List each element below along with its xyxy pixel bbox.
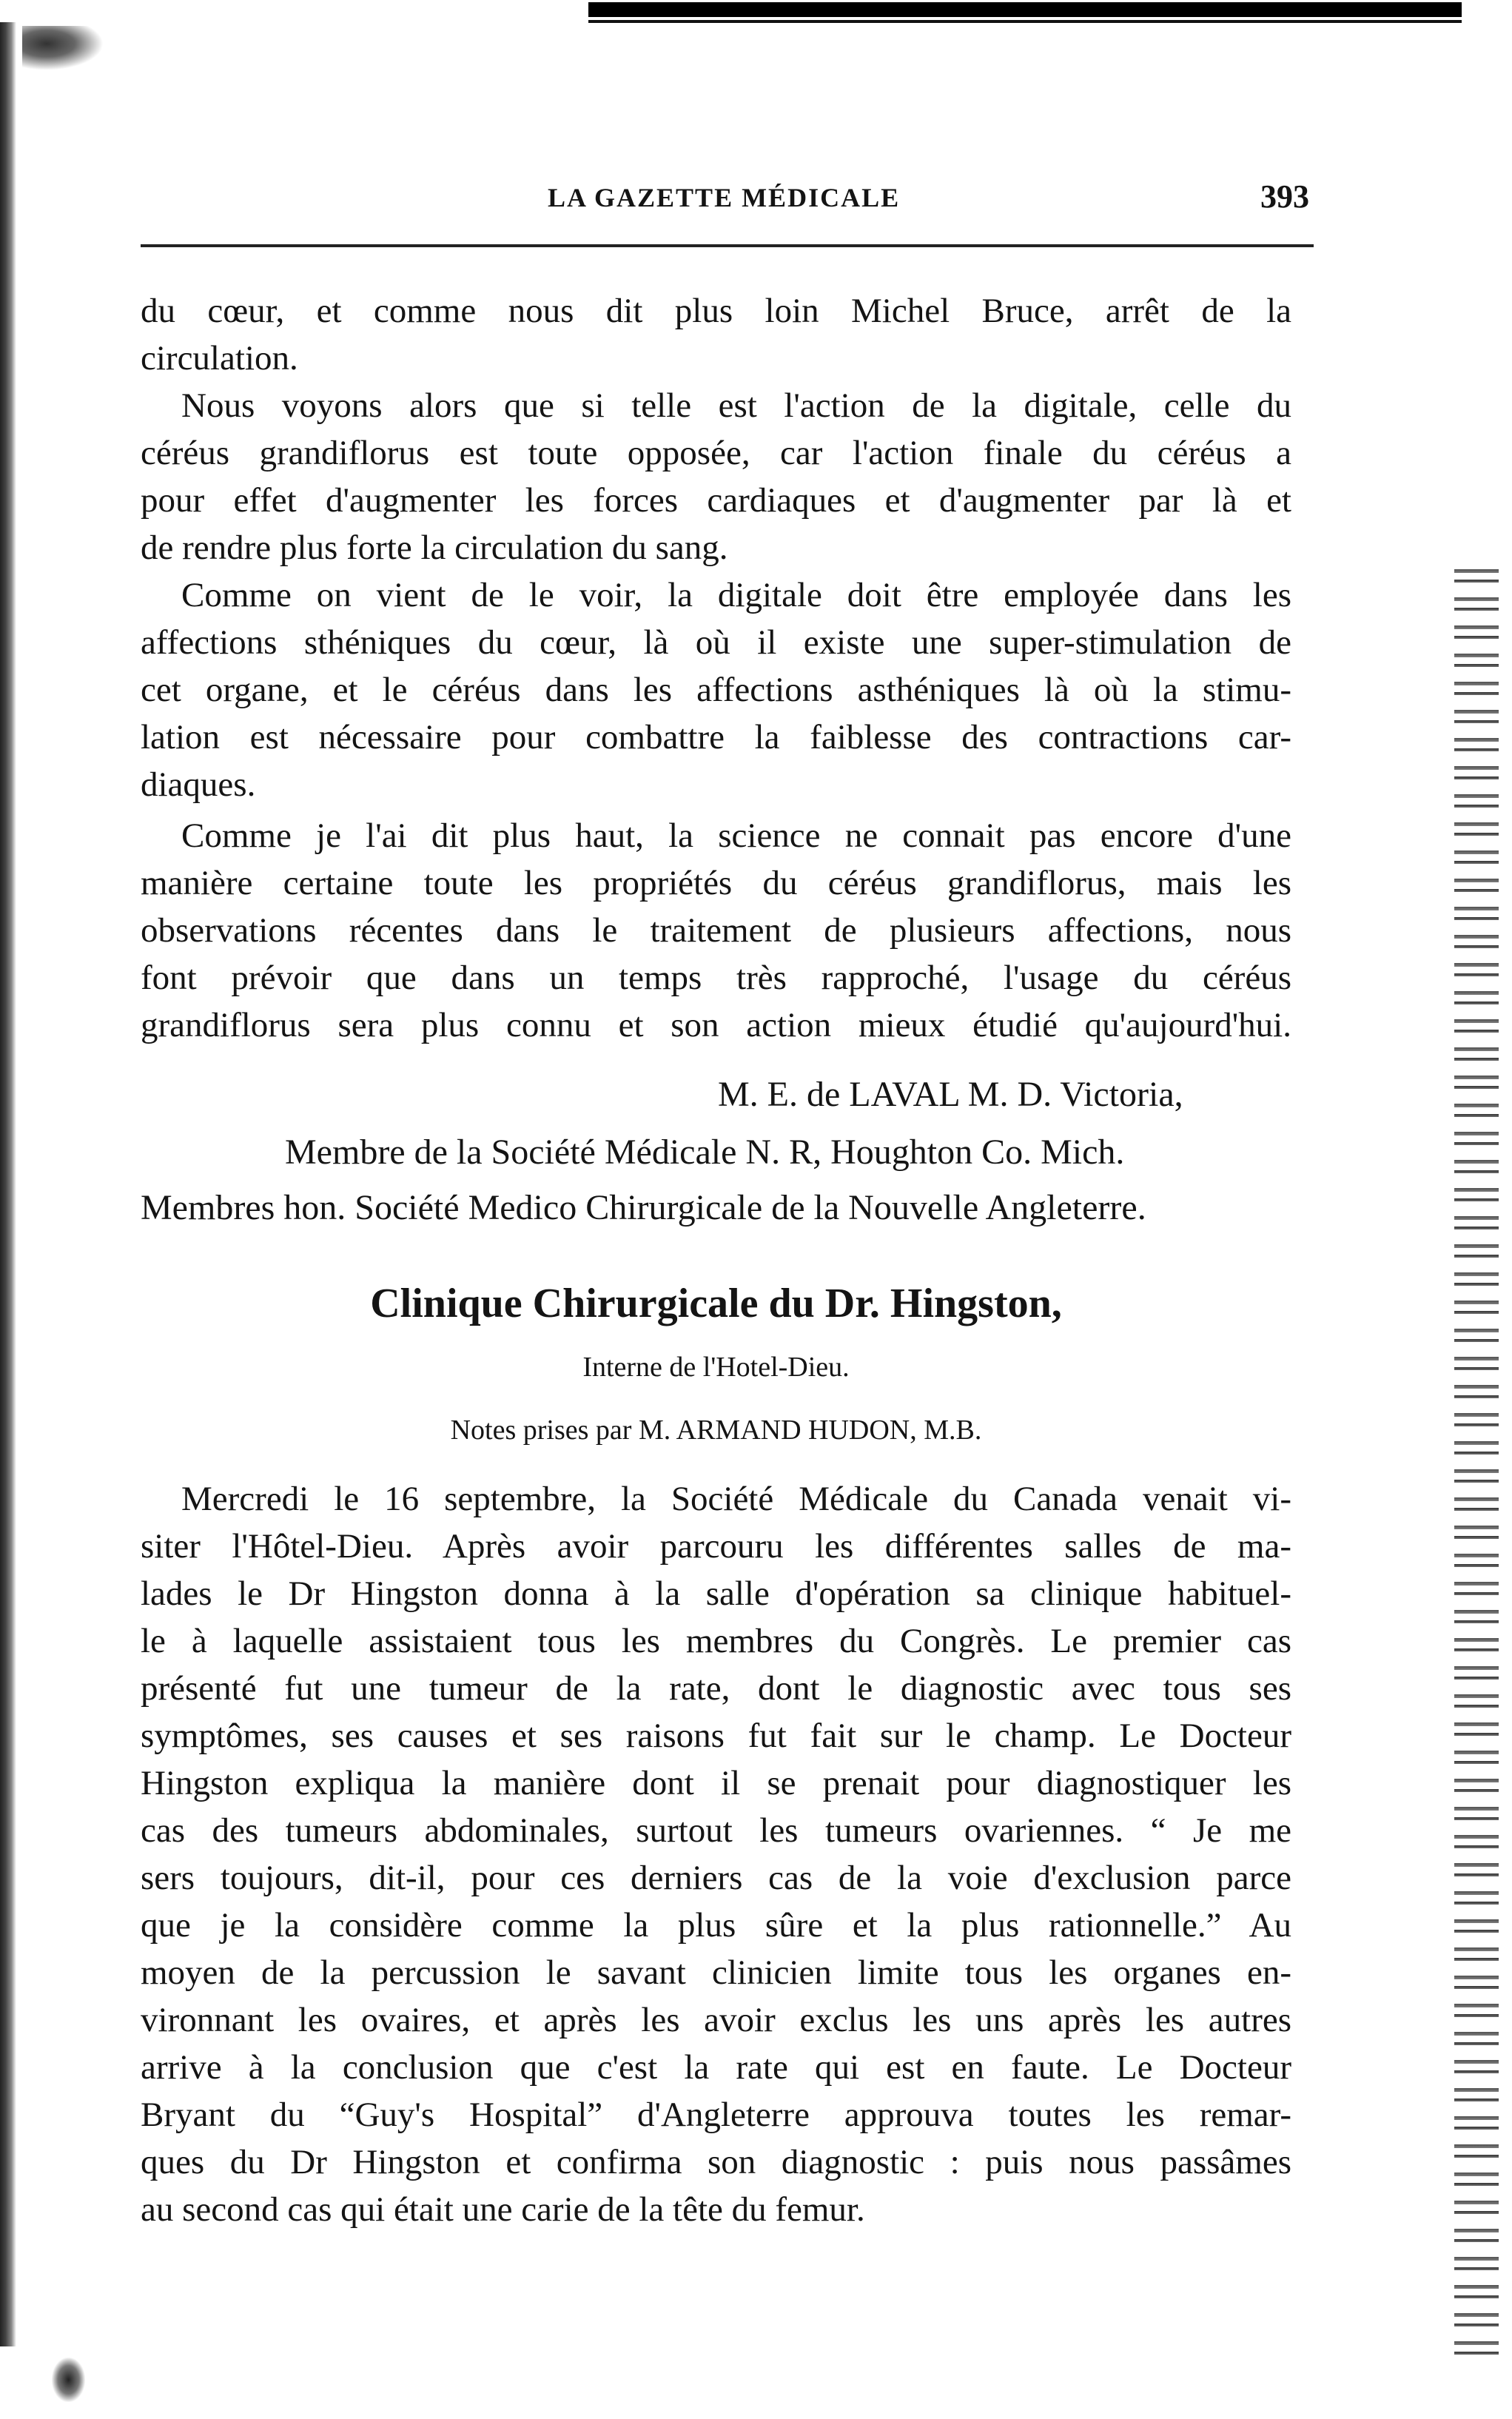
section-line: ques du Dr Hingston et confirma son diagnostic : puis nous passâmes: [141, 2143, 1291, 2181]
section-line: que je la considère comme la plus sûre et la plus rationnelle.” Au: [141, 1906, 1291, 1945]
section-subtitle: Interne de l'Hotel-Dieu.: [582, 1352, 850, 1383]
section-line: arrive à la conclusion que c'est la rate qui est en faute. Le Docteur: [141, 2048, 1291, 2087]
scan-right-edge-bleed: [1454, 563, 1499, 2369]
body-line: lation est nécessaire pour combattre la faiblesse des contractions car-: [141, 718, 1291, 756]
signature-affiliation: Membre de la Société Médicale N. R, Houghton Co. Mich.: [285, 1133, 1125, 1172]
header-rule: [141, 244, 1314, 247]
body-line: font prévoir que dans un temps très rapproché, l'usage du céréus: [141, 959, 1291, 997]
section-line: Hingston expliqua la manière dont il se prenait pour diagnostiquer les: [141, 1764, 1291, 1802]
section-line: Bryant du “Guy's Hospital” d'Angleterre approuva toutes les remar-: [141, 2096, 1291, 2134]
signature-author: M. E. de LAVAL M. D. Victoria,: [718, 1075, 1183, 1114]
section-line: cas des tumeurs abdominales, surtout les tumeurs ovariennes. “ Je me: [141, 1811, 1291, 1850]
body-line: manière certaine toute les propriétés du céréus grandiflorus, mais les: [141, 864, 1291, 902]
section-line: sers toujours, dit-il, pour ces derniers cas de la voie d'exclusion parce: [141, 1859, 1291, 1897]
section-notes-credit: Notes prises par M. ARMAND HUDON, M.B.: [450, 1415, 982, 1446]
body-line: observations récentes dans le traitement de plusieurs affections, nous: [141, 911, 1291, 950]
section-line: vironnant les ovaires, et après les avoir exclus les uns après les autres: [141, 2001, 1291, 2039]
body-line: Comme je l'ai dit plus haut, la science ne connait pas encore d'une: [181, 816, 1291, 855]
running-head: LA GAZETTE MÉDICALE: [548, 183, 901, 212]
signature-membership: Membres hon. Société Medico Chirurgicale de la Nouvelle Angleterre.: [141, 1188, 1146, 1227]
body-line: céréus grandiflorus est toute opposée, car l'action finale du céréus a: [141, 434, 1291, 472]
body-line: Comme on vient de le voir, la digitale doit être employée dans les: [181, 576, 1291, 614]
section-line: lades le Dr Hingston donna à la salle d'opération sa clinique habituel-: [141, 1574, 1291, 1613]
scan-corner-mark: [22, 26, 104, 70]
scan-left-edge-shadow: [0, 22, 16, 2346]
section-line: moyen de la percussion le savant clinicien limite tous les organes en-: [141, 1953, 1291, 1992]
body-line: du cœur, et comme nous dit plus loin Michel Bruce, arrêt de la: [141, 292, 1291, 330]
body-line: diaques.: [141, 765, 256, 804]
scan-top-rule: [588, 2, 1462, 17]
body-line: Nous voyons alors que si telle est l'action de la digitale, celle du: [181, 386, 1291, 425]
body-line: cet organe, et le céréus dans les affections asthéniques là où la stimu-: [141, 671, 1291, 709]
body-line: affections sthéniques du cœur, là où il existe une super-stimulation de: [141, 623, 1291, 662]
section-title: Clinique Chirurgicale du Dr. Hingston,: [370, 1281, 1062, 1326]
section-line: le à laquelle assistaient tous les membres du Congrès. Le premier cas: [141, 1622, 1291, 1660]
section-line: siter l'Hôtel-Dieu. Après avoir parcouru les différentes salles de ma-: [141, 1527, 1291, 1566]
section-line: au second cas qui était une carie de la tête du femur.: [141, 2190, 865, 2229]
scan-bottom-mark: [52, 2358, 85, 2402]
body-line: pour effet d'augmenter les forces cardiaques et d'augmenter par là et: [141, 481, 1291, 520]
section-line: symptômes, ses causes et ses raisons fut fait sur le champ. Le Docteur: [141, 1717, 1291, 1755]
body-line: grandiflorus sera plus connu et son action mieux étudié qu'aujourd'hui.: [141, 1006, 1291, 1044]
body-line: de rendre plus forte la circulation du sang.: [141, 529, 728, 567]
page-number: 393: [1260, 178, 1309, 215]
body-line: circulation.: [141, 339, 298, 378]
scan-top-rule-thin: [588, 20, 1462, 23]
section-line: présenté fut une tumeur de la rate, dont le diagnostic avec tous ses: [141, 1669, 1291, 1708]
section-line: Mercredi le 16 septembre, la Société Médicale du Canada venait vi-: [181, 1480, 1291, 1518]
